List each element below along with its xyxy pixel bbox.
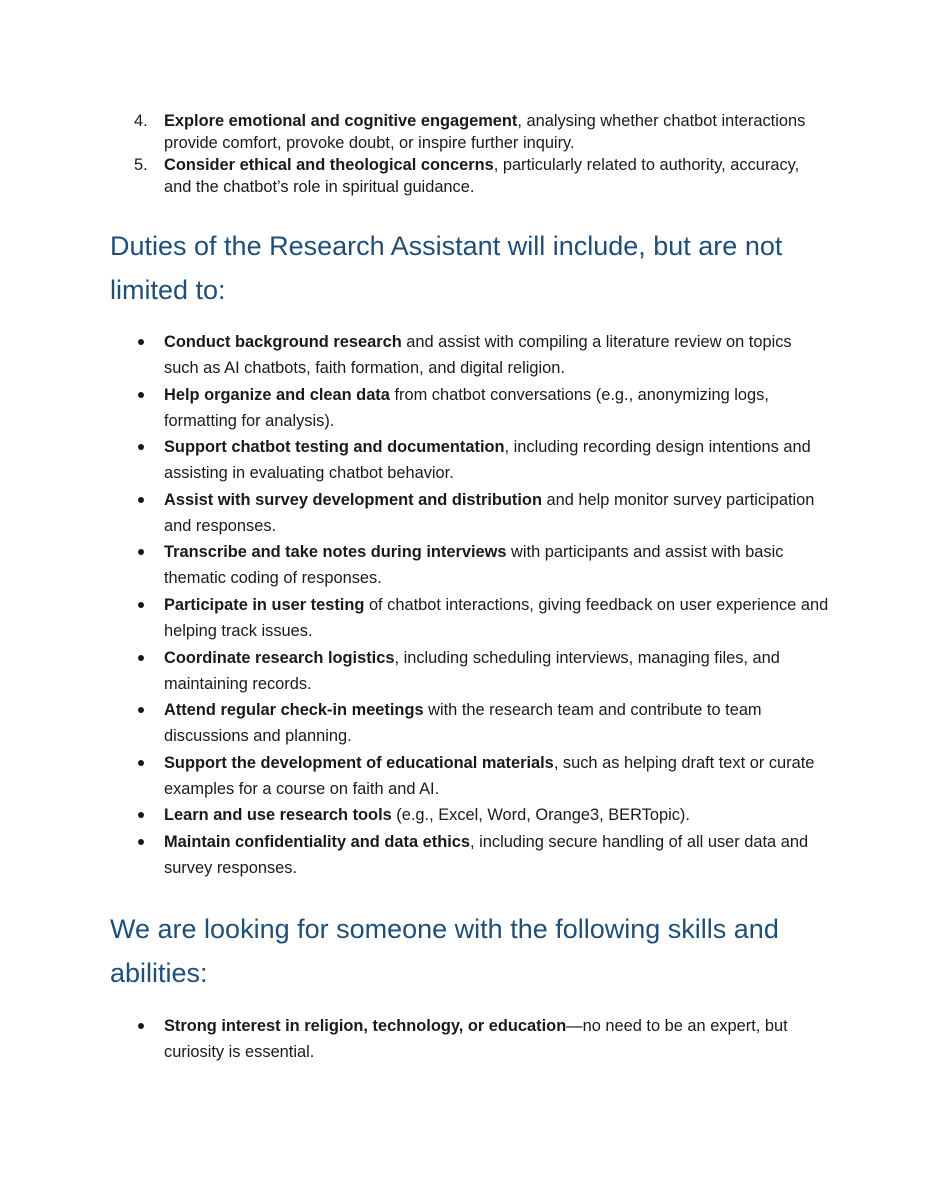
- list-item: [110, 802, 830, 828]
- bullet-icon: [138, 392, 144, 398]
- list-item: [110, 697, 830, 749]
- item-bold: Attend regular check-in meetings: [164, 701, 424, 720]
- list-number: 5.: [134, 156, 148, 174]
- item-text: and help monitor survey participation and responses.: [164, 490, 815, 535]
- item-bold: Coordinate research logistics: [164, 648, 395, 667]
- list-item: [110, 487, 830, 539]
- item-text: , such as helping draft text or curate examples for a course on faith and AI.: [164, 753, 815, 798]
- list-item: [110, 154, 830, 198]
- objectives-list: [110, 110, 830, 198]
- bullet-icon: [138, 655, 144, 661]
- list-item: [110, 829, 830, 881]
- item-bold: Learn and use research tools: [164, 806, 392, 825]
- bullet-icon: [138, 760, 144, 766]
- item-text: of chatbot interactions, giving feedback on user experience and helping track issues.: [164, 595, 829, 640]
- skills-list: [110, 1013, 830, 1066]
- item-text: , including recording design intentions and assisting in evaluating chatbot behavior.: [164, 438, 811, 483]
- item-text: with participants and assist with basic thematic coding of responses.: [164, 543, 784, 588]
- list-item: [110, 382, 830, 434]
- bullet-icon: [138, 812, 144, 818]
- item-text: , particularly related to authority, accuracy, and the chatbot’s role in spiritual guidance.: [164, 156, 800, 196]
- item-bold: Help organize and clean data: [164, 385, 390, 404]
- item-text: from chatbot conversations (e.g., anonymizing logs, formatting for analysis).: [164, 385, 769, 430]
- item-bold: Assist with survey development and distribution: [164, 490, 542, 509]
- duties-list: [110, 329, 830, 882]
- bullet-icon: [138, 1023, 144, 1029]
- list-item: [110, 329, 830, 381]
- item-bold: Maintain confidentiality and data ethics: [164, 832, 471, 851]
- bullet-icon: [138, 549, 144, 555]
- bullet-icon: [138, 339, 144, 345]
- item-bold: Strong interest in religion, technology, or education: [164, 1017, 567, 1035]
- bullet-icon: [138, 497, 144, 503]
- list-item: [110, 1013, 830, 1065]
- list-item: [110, 750, 830, 802]
- list-item: [110, 434, 830, 486]
- skills-heading: We are looking for someone with the following skills and abilities:: [110, 914, 779, 988]
- item-bold: Participate in user testing: [164, 595, 365, 614]
- list-item: [110, 110, 830, 154]
- bullet-icon: [138, 839, 144, 845]
- item-text: , including secure handling of all user data and survey responses.: [164, 832, 809, 877]
- item-text: —no need to be an expert, but curiosity is essential.: [164, 1017, 788, 1061]
- item-text: , analysing whether chatbot interactions provide comfort, provoke doubt, or inspire further inquiry.: [164, 112, 806, 152]
- bullet-icon: [138, 602, 144, 608]
- bullet-icon: [138, 444, 144, 450]
- item-bold: Conduct background research: [164, 333, 402, 351]
- list-item: [110, 645, 830, 697]
- item-text: , including scheduling interviews, managing files, and maintaining records.: [164, 648, 780, 693]
- list-item: [110, 592, 830, 644]
- item-bold: Consider ethical and theological concerns: [164, 156, 494, 174]
- item-bold: Explore emotional and cognitive engagement: [164, 112, 518, 130]
- item-bold: Support chatbot testing and documentation: [164, 438, 505, 457]
- list-item: [110, 539, 830, 591]
- item-bold: Transcribe and take notes during interviews: [164, 543, 507, 562]
- duties-heading: Duties of the Research Assistant will include, but are not limited to:: [110, 231, 783, 305]
- item-bold: Support the development of educational materials: [164, 753, 554, 772]
- item-text: and assist with compiling a literature review on topics such as AI chatbots, faith formation, and digital religion.: [164, 333, 792, 377]
- item-text: (e.g., Excel, Word, Orange3, BERTopic).: [391, 806, 690, 825]
- bullet-icon: [138, 707, 144, 713]
- list-number: 4.: [134, 112, 148, 130]
- item-text: with the research team and contribute to team discussions and planning.: [164, 701, 762, 746]
